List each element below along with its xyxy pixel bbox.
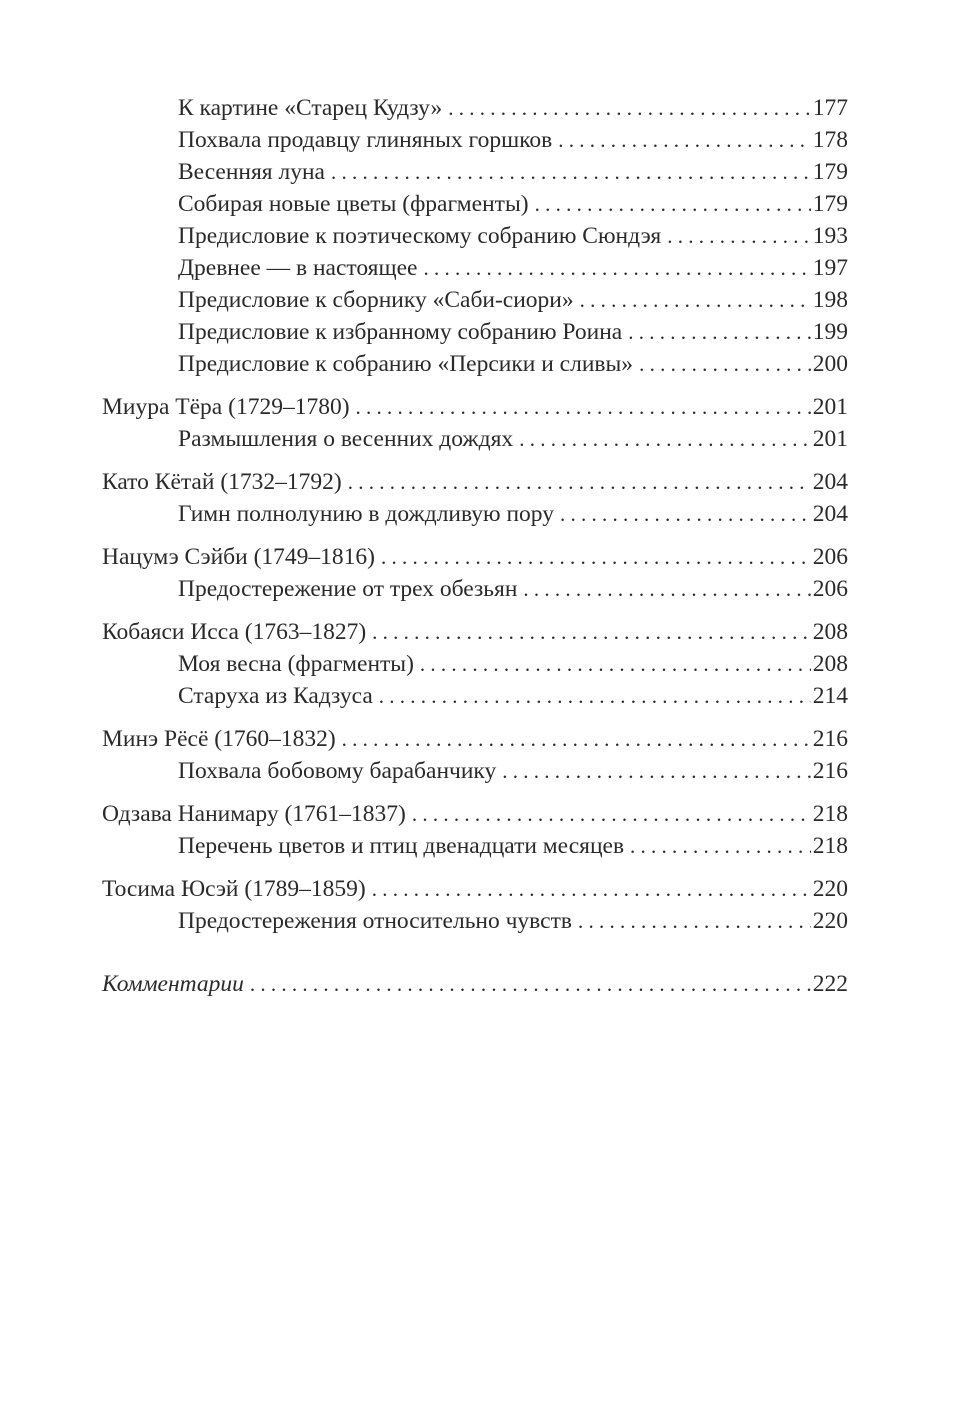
dot-leader bbox=[628, 316, 811, 348]
toc-entry-title: Предисловие к избранному собранию Роина bbox=[178, 319, 623, 345]
table-of-contents bbox=[102, 92, 848, 1000]
toc-entry-title: Похвала бобовому барабанчику bbox=[178, 758, 497, 784]
dot-leader bbox=[448, 92, 811, 124]
toc-commentary-entry bbox=[102, 968, 848, 1000]
dot-leader bbox=[535, 188, 811, 220]
toc-entry-page: 177 bbox=[812, 95, 848, 121]
toc-entry-page: 216 bbox=[812, 726, 848, 752]
toc-entry-page: 201 bbox=[812, 426, 848, 452]
toc-entry-page: 178 bbox=[812, 127, 848, 153]
toc-author-entry bbox=[102, 391, 848, 423]
toc-entry bbox=[102, 680, 848, 712]
dot-leader bbox=[379, 680, 811, 712]
toc-entry-title: Гимн полнолунию в дождливую пору bbox=[178, 501, 554, 527]
toc-author-entry bbox=[102, 541, 848, 573]
dot-leader bbox=[502, 755, 811, 787]
toc-entry-page: 200 bbox=[812, 351, 848, 377]
dot-leader bbox=[630, 830, 811, 862]
toc-entry-page: 218 bbox=[812, 801, 848, 827]
toc-entry-title: Миура Тёра (1729–1780) bbox=[102, 394, 350, 420]
dot-leader bbox=[412, 798, 811, 830]
toc-entry-title: Нацумэ Сэйби (1749–1816) bbox=[102, 544, 375, 570]
toc-entry-page: 179 bbox=[812, 191, 848, 217]
toc-author-entry bbox=[102, 466, 848, 498]
toc-entry-title: Предисловие к сборнику «Саби-сиори» bbox=[178, 287, 574, 313]
toc-entry bbox=[102, 573, 848, 605]
dot-leader bbox=[342, 723, 811, 755]
toc-entry-page: 208 bbox=[812, 619, 848, 645]
toc-entry-page: 216 bbox=[812, 758, 848, 784]
toc-entry-title: Древнее — в настоящее bbox=[178, 255, 418, 281]
toc-entry-title: Моя весна (фрагменты) bbox=[178, 651, 414, 677]
toc-author-entry bbox=[102, 723, 848, 755]
toc-entry-title: Собирая новые цветы (фрагменты) bbox=[178, 191, 529, 217]
dot-leader bbox=[372, 616, 811, 648]
toc-entry-title: Похвала продавцу глиняных горшков bbox=[178, 127, 553, 153]
toc-entry-title: Предисловие к поэтическому собранию Сюндэя bbox=[178, 223, 662, 249]
dot-leader bbox=[560, 498, 811, 530]
toc-entry-page: 214 bbox=[812, 683, 848, 709]
toc-entry-title: Весенняя луна bbox=[178, 159, 325, 185]
toc-entry-page: 220 bbox=[812, 876, 848, 902]
dot-leader bbox=[331, 156, 811, 188]
toc-entry-title: Размышления о весенних дождях bbox=[178, 426, 514, 452]
toc-entry-page: 179 bbox=[812, 159, 848, 185]
toc-entry-title: Предисловие к собранию «Персики и сливы» bbox=[178, 351, 634, 377]
toc-entry-page: 198 bbox=[812, 287, 848, 313]
dot-leader bbox=[580, 284, 811, 316]
toc-entry bbox=[102, 498, 848, 530]
toc-entry-page: 193 bbox=[812, 223, 848, 249]
toc-entry-title: Минэ Рёсё (1760–1832) bbox=[102, 726, 336, 752]
toc-entry-title: Като Кётай (1732–1792) bbox=[102, 469, 342, 495]
toc-entry-page: 218 bbox=[812, 833, 848, 859]
toc-entry bbox=[102, 188, 848, 220]
toc-author-entry bbox=[102, 616, 848, 648]
toc-entry bbox=[102, 252, 848, 284]
toc-entry bbox=[102, 284, 848, 316]
toc-entry bbox=[102, 830, 848, 862]
toc-entry bbox=[102, 648, 848, 680]
toc-author-entry bbox=[102, 798, 848, 830]
toc-author-entry bbox=[102, 873, 848, 905]
toc-entry bbox=[102, 156, 848, 188]
toc-entry-page: 204 bbox=[812, 469, 848, 495]
toc-entry bbox=[102, 755, 848, 787]
dot-leader bbox=[356, 391, 811, 423]
dot-leader bbox=[578, 905, 811, 937]
toc-entry-page: 197 bbox=[812, 255, 848, 281]
dot-leader bbox=[381, 541, 811, 573]
toc-entry bbox=[102, 348, 848, 380]
toc-entry-title: Предостережение от трех обезьян bbox=[178, 576, 518, 602]
toc-entry-page: 206 bbox=[812, 544, 848, 570]
toc-entry-page: 220 bbox=[812, 908, 848, 934]
toc-entry-page: 206 bbox=[812, 576, 848, 602]
dot-leader bbox=[519, 423, 811, 455]
toc-entry bbox=[102, 220, 848, 252]
toc-entry bbox=[102, 905, 848, 937]
toc-entry-page: 201 bbox=[812, 394, 848, 420]
dot-leader bbox=[250, 968, 811, 1000]
dot-leader bbox=[423, 252, 810, 284]
toc-entry-title: Кобаяси Исса (1763–1827) bbox=[102, 619, 367, 645]
toc-entry-page: 199 bbox=[812, 319, 848, 345]
toc-entry-title: Тосима Юсэй (1789–1859) bbox=[102, 876, 366, 902]
toc-entry bbox=[102, 92, 848, 124]
toc-entry bbox=[102, 316, 848, 348]
toc-entry-title: Предостережения относительно чувств bbox=[178, 908, 572, 934]
toc-entry-title: Комментарии bbox=[102, 971, 244, 997]
dot-leader bbox=[523, 573, 810, 605]
dot-leader bbox=[372, 873, 811, 905]
toc-entry-page: 208 bbox=[812, 651, 848, 677]
toc-entry bbox=[102, 423, 848, 455]
toc-entry bbox=[102, 124, 848, 156]
dot-leader bbox=[420, 648, 811, 680]
toc-entry-page: 204 bbox=[812, 501, 848, 527]
toc-entry-title: Перечень цветов и птиц двенадцати месяцев bbox=[178, 833, 625, 859]
dot-leader bbox=[348, 466, 811, 498]
toc-entry-title: Старуха из Кадзуса bbox=[178, 683, 373, 709]
dot-leader bbox=[639, 348, 811, 380]
dot-leader bbox=[667, 220, 811, 252]
toc-entry-title: К картине «Старец Кудзу» bbox=[178, 95, 443, 121]
toc-entry-title: Одзава Нанимару (1761–1837) bbox=[102, 801, 406, 827]
dot-leader bbox=[558, 124, 810, 156]
toc-entry-page: 222 bbox=[812, 971, 848, 997]
